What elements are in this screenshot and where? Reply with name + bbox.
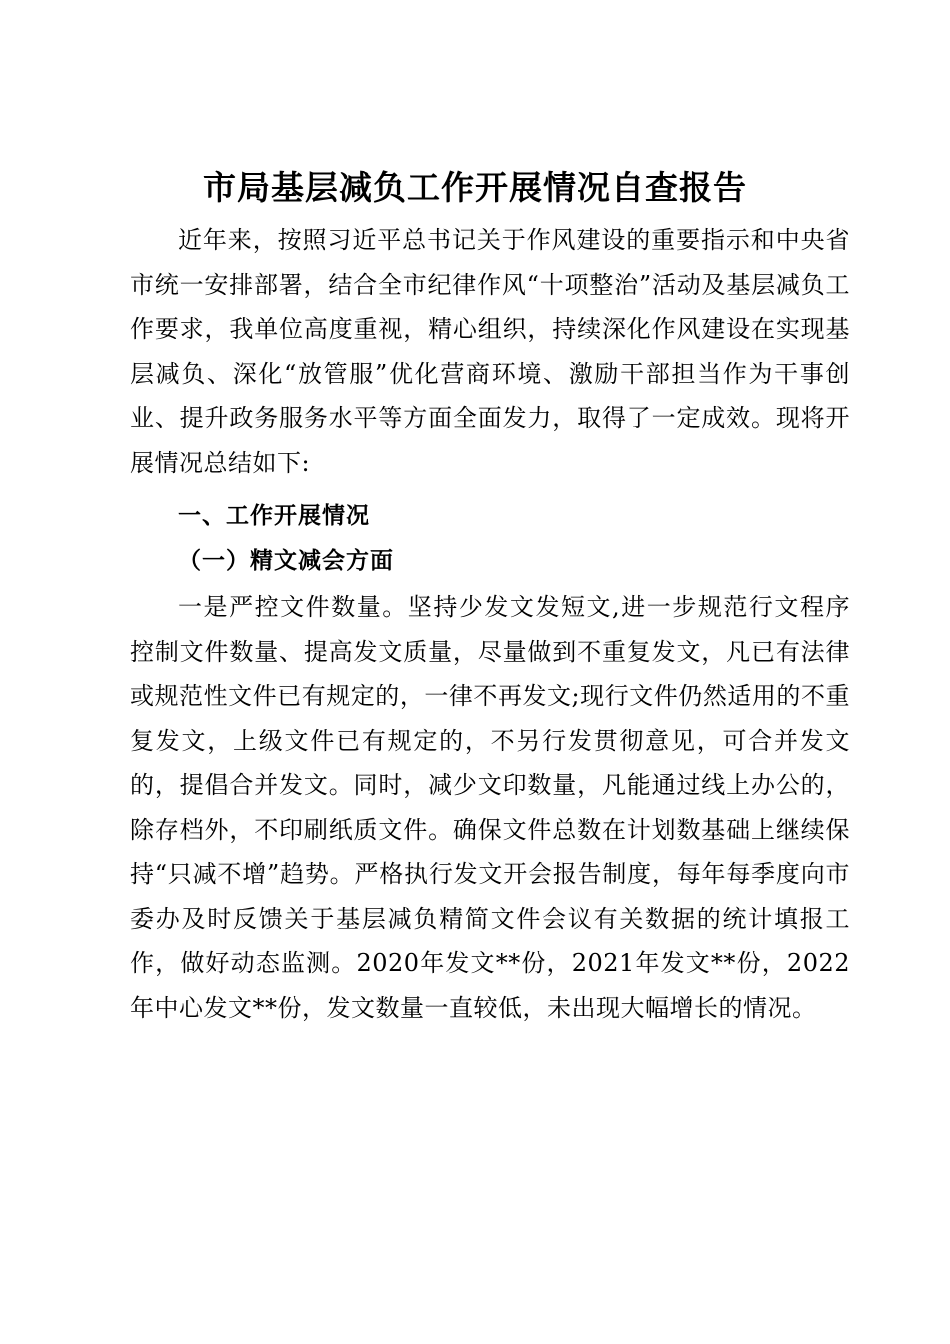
section-heading: 一、工作开展情况 (178, 503, 370, 529)
intro-paragraph: 近年来，按照习近平总书记关于作风建设的重要指示和中央省市统一安排部署，结合全市纪律作风“十项整治”活动及基层减负工作要求，我单位高度重视，精心组织，持续深化作风建设在实现基层减负、深化“放管服”优化营商环境、激励干部担当作为干事创业、提升政务服务水平等方面全面发力，取得了一定成效。现将开展情况总结如下: (130, 226, 850, 477)
document-title: 市局基层减负工作开展情况自查报告 (203, 168, 747, 207)
body-paragraph: 一是严控文件数量。坚持少发文发短文,进一步规范行文程序 控制文件数量、提高发文质量，尽量做到不重复发文，凡已有法律或规范性文件已有规定的，一律不再发文;现行文件仍然适用的不重复发文，上级文件已有规定的，不另行发贯彻意见，可合并发文的，提倡合并发文。同时，减少文印数量，凡能通过线上办公的，除存档外，不印刷纸质文件。确保文件总数在计划数基础上继续保持“只减不增”趋势。严格执行发文开会报告制度，每年每季度向市委办及时反馈关于基层减负精简文件会议有关数据的统计填报工作，做好动态监测。2020年发文**份，2021年发文**份，2022年中心发文**份，发文数量一直较低，未出现大幅增长的情况。 (130, 593, 850, 1022)
subsection-heading: （一）精文减会方面 (178, 548, 394, 574)
